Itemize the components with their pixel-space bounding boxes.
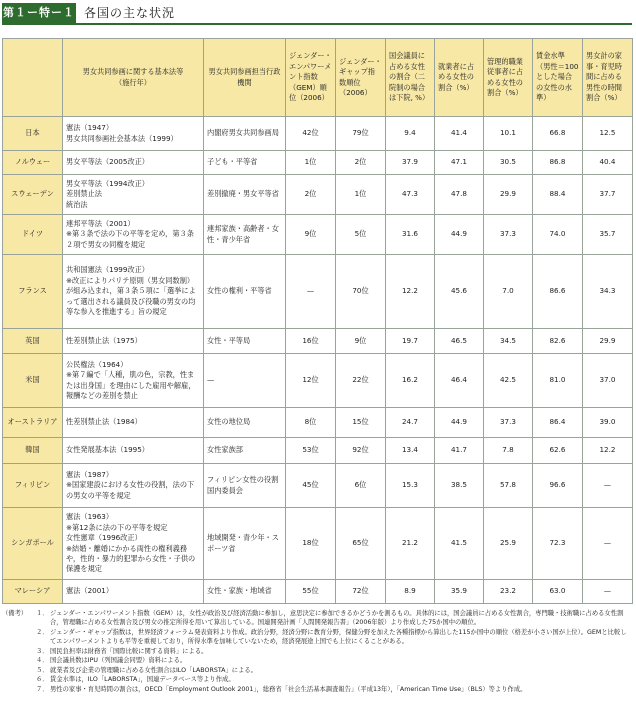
country-cell: シンガポール <box>3 508 63 580</box>
agency-cell: 連邦家族・高齢者・女性・青少年省 <box>204 215 286 255</box>
employed-women-cell: 46.4 <box>435 354 484 408</box>
note-item <box>2 628 632 647</box>
gem-rank-cell: 42位 <box>286 117 336 151</box>
notes-indent <box>2 647 36 656</box>
employed-women-cell: 44.9 <box>435 215 484 255</box>
wage-level-cell: 86.8 <box>533 151 583 175</box>
parliament-women-cell: 47.3 <box>386 175 435 215</box>
managers-women-cell: 29.9 <box>484 175 533 215</box>
wage-level-cell: 66.8 <box>533 117 583 151</box>
agency-cell: 女性の地位局 <box>204 408 286 438</box>
country-cell: 米国 <box>3 354 63 408</box>
note-text: 男性の家事・育児時間の割合は，OECD「Employment Outlook 2001」，総務省「社会生活基本調査報告」（平成13年），「American Time Use」（BLS）等より作成。 <box>50 685 527 693</box>
basic-law-cell: 男女平等法（2005改正） <box>63 151 204 175</box>
wage-level-cell: 88.4 <box>533 175 583 215</box>
employed-women-cell: 38.5 <box>435 464 484 508</box>
header-housework-share: 男女計の家事・育児時間に占める男性の時間割合（%） <box>583 39 633 117</box>
housework-share-cell: — <box>583 508 633 580</box>
header-country <box>3 39 63 117</box>
housework-share-cell: 40.4 <box>583 151 633 175</box>
housework-share-cell: 37.0 <box>583 354 633 408</box>
gender-gap-rank-cell: 79位 <box>336 117 386 151</box>
wage-level-cell: 86.4 <box>533 408 583 438</box>
note-item <box>2 685 632 694</box>
country-cell: フランス <box>3 255 63 329</box>
note-item <box>2 656 632 665</box>
parliament-women-cell: 19.7 <box>386 329 435 354</box>
basic-law-cell: 憲法（1947） 男女共同参画社会基本法（1999） <box>63 117 204 151</box>
header-basic-law: 男女共同参画に関する基本法等 （施行年） <box>63 39 204 117</box>
note-text: 賃金水準は，ILO「LABORSTA」，国連データベース等より作成。 <box>50 676 235 684</box>
header-parliament-women: 国会議員に占める女性の割合（二院制の場合は下院, %） <box>386 39 435 117</box>
gender-gap-rank-cell: 6位 <box>336 464 386 508</box>
managers-women-cell: 10.1 <box>484 117 533 151</box>
agency-cell: 女性・平等局 <box>204 329 286 354</box>
housework-share-cell: 29.9 <box>583 329 633 354</box>
basic-law-cell: 憲法（1987） ※国家建設における女性の役割，法の下の男女の平等を規定 <box>63 464 204 508</box>
wage-level-cell: 62.6 <box>533 438 583 464</box>
note-number: １． <box>36 610 49 617</box>
parliament-women-cell: 8.9 <box>386 580 435 604</box>
notes-indent <box>2 628 36 647</box>
agency-cell: 子ども・平等省 <box>204 151 286 175</box>
country-cell: ドイツ <box>3 215 63 255</box>
agency-cell: フィリピン女性の役割国内委員会 <box>204 464 286 508</box>
housework-share-cell: — <box>583 580 633 604</box>
notes-indent <box>2 656 36 665</box>
table-row <box>3 354 633 408</box>
gem-rank-cell: 55位 <box>286 580 336 604</box>
managers-women-cell: 7.8 <box>484 438 533 464</box>
employed-women-cell: 41.4 <box>435 117 484 151</box>
gem-rank-cell: 45位 <box>286 464 336 508</box>
employed-women-cell: 41.5 <box>435 508 484 580</box>
gem-rank-cell: 12位 <box>286 354 336 408</box>
note-number: ２． <box>36 628 49 636</box>
table-row <box>3 438 633 464</box>
gem-rank-cell: 16位 <box>286 329 336 354</box>
gender-gap-rank-cell: 72位 <box>336 580 386 604</box>
note-item <box>2 609 632 628</box>
country-cell: スウェーデン <box>3 175 63 215</box>
note-text: 国民負担率は財務省「国際比較に関する資料」による。 <box>50 647 208 655</box>
employed-women-cell: 35.9 <box>435 580 484 604</box>
table-row <box>3 175 633 215</box>
agency-cell: 差別撤廃・男女平等省 <box>204 175 286 215</box>
notes-label: （備考） <box>2 610 28 617</box>
agency-cell: 内閣府男女共同参画局 <box>204 117 286 151</box>
table-row <box>3 215 633 255</box>
country-cell: オーストラリア <box>3 408 63 438</box>
basic-law-cell: 性差別禁止法（1984） <box>63 408 204 438</box>
table-row <box>3 255 633 329</box>
parliament-women-cell: 12.2 <box>386 255 435 329</box>
country-cell: 韓国 <box>3 438 63 464</box>
employed-women-cell: 47.1 <box>435 151 484 175</box>
table-row <box>3 408 633 438</box>
wage-level-cell: 96.6 <box>533 464 583 508</box>
country-comparison-table <box>2 38 633 604</box>
header-managers-women: 管理的職業従事者に占める女性の割合（%） <box>484 39 533 117</box>
employed-women-cell: 44.9 <box>435 408 484 438</box>
note-item <box>2 666 632 675</box>
managers-women-cell: 23.2 <box>484 580 533 604</box>
parliament-women-cell: 16.2 <box>386 354 435 408</box>
note-text: ジェンダー・ギャップ指数は，世界経済フォーラム発表資料より作成。政治分野，経済分野に教育分野，保健分野を加えた各種指標から算出した115か国中の順位（格差が小さい国が上位）。GEMと比較してエンパワーメントよりも平等を重視しており，所得水準を加味していないため，経済発展途上国でも上位にくることがある。 <box>50 628 627 646</box>
notes-indent <box>2 675 36 684</box>
table-row <box>3 464 633 508</box>
managers-women-cell: 25.9 <box>484 508 533 580</box>
housework-share-cell: 35.7 <box>583 215 633 255</box>
managers-women-cell: 34.5 <box>484 329 533 354</box>
gem-rank-cell: 2位 <box>286 175 336 215</box>
employed-women-cell: 46.5 <box>435 329 484 354</box>
table-row <box>3 508 633 580</box>
employed-women-cell: 45.6 <box>435 255 484 329</box>
parliament-women-cell: 15.3 <box>386 464 435 508</box>
agency-cell: 女性家族部 <box>204 438 286 464</box>
gem-rank-cell: 53位 <box>286 438 336 464</box>
country-cell: 英国 <box>3 329 63 354</box>
wage-level-cell: 81.0 <box>533 354 583 408</box>
basic-law-cell: 憲法（2001） <box>63 580 204 604</box>
parliament-women-cell: 24.7 <box>386 408 435 438</box>
basic-law-cell: 連邦平等法（2001） ※第３条で法の下の平等を定め，第３条２項で男女の同権を規定 <box>63 215 204 255</box>
housework-share-cell: 37.7 <box>583 175 633 215</box>
employed-women-cell: 41.7 <box>435 438 484 464</box>
table-row <box>3 117 633 151</box>
parliament-women-cell: 37.9 <box>386 151 435 175</box>
wage-level-cell: 86.6 <box>533 255 583 329</box>
gem-rank-cell: 8位 <box>286 408 336 438</box>
title-bar <box>2 3 632 39</box>
parliament-women-cell: 13.4 <box>386 438 435 464</box>
gender-gap-rank-cell: 65位 <box>336 508 386 580</box>
gem-rank-cell: — <box>286 255 336 329</box>
wage-level-cell: 74.0 <box>533 215 583 255</box>
note-item <box>2 675 632 684</box>
agency-cell: 女性の権利・平等省 <box>204 255 286 329</box>
basic-law-cell: 女性発展基本法（1995） <box>63 438 204 464</box>
parliament-women-cell: 9.4 <box>386 117 435 151</box>
note-text: ジェンダー・エンパワーメント指数（GEM）は，女性が政治及び経済活動に参加し，意思決定に参加できるかどうかを測るもの。具体的には，国会議員に占める女性割合，専門職・技術職に占める女性割合，管理職に占める女性割合及び男女の推定所得を用いて算出している。国連開発計画「人間開発報告書」（2006年版）より作成した75か国中の順位。 <box>50 610 624 627</box>
notes-indent <box>2 666 36 675</box>
note-number: ６． <box>36 676 49 684</box>
header-employed-women: 就業者に占める女性の割合（%） <box>435 39 484 117</box>
managers-women-cell: 30.5 <box>484 151 533 175</box>
gender-gap-rank-cell: 5位 <box>336 215 386 255</box>
table-number-tag: 第１ー特ー１表 <box>2 3 76 23</box>
wage-level-cell: 72.3 <box>533 508 583 580</box>
header-wage-level: 賃金水準（男性＝100とした場合の女性の水準） <box>533 39 583 117</box>
gem-rank-cell: 1位 <box>286 151 336 175</box>
table-row <box>3 151 633 175</box>
agency-cell: — <box>204 354 286 408</box>
note-number: ７． <box>36 685 49 693</box>
gender-gap-rank-cell: 15位 <box>336 408 386 438</box>
note-text: 国会議員数はIPU（列国議会同盟）資料による。 <box>50 657 187 665</box>
gender-gap-rank-cell: 92位 <box>336 438 386 464</box>
housework-share-cell: 12.2 <box>583 438 633 464</box>
notes-indent <box>2 685 36 694</box>
table-header-row <box>3 39 633 117</box>
table-row <box>3 580 633 604</box>
basic-law-cell: 男女平等法（1994改正） 差別禁止法 統治法 <box>63 175 204 215</box>
gem-rank-cell: 9位 <box>286 215 336 255</box>
gender-gap-rank-cell: 70位 <box>336 255 386 329</box>
housework-share-cell: — <box>583 464 633 508</box>
wage-level-cell: 82.6 <box>533 329 583 354</box>
gender-gap-rank-cell: 9位 <box>336 329 386 354</box>
managers-women-cell: 57.8 <box>484 464 533 508</box>
note-number: ５． <box>36 666 49 674</box>
managers-women-cell: 37.3 <box>484 408 533 438</box>
header-agency: 男女共同参画担当行政機関 <box>204 39 286 117</box>
country-cell: 日本 <box>3 117 63 151</box>
basic-law-cell: 共和国憲法（1999改正） ※改正によりパリテ原則（男女同数制）が組み込まれ，第３条５項に「選挙によって選出される議員及び役職の男女の均等な参入を推進する」旨の規定 <box>63 255 204 329</box>
housework-share-cell: 12.5 <box>583 117 633 151</box>
country-cell: フィリピン <box>3 464 63 508</box>
agency-cell: 女性・家族・地域省 <box>204 580 286 604</box>
gender-gap-rank-cell: 1位 <box>336 175 386 215</box>
agency-cell: 地域開発・青少年・スポーツ省 <box>204 508 286 580</box>
parliament-women-cell: 31.6 <box>386 215 435 255</box>
managers-women-cell: 7.0 <box>484 255 533 329</box>
managers-women-cell: 42.5 <box>484 354 533 408</box>
country-cell: ノルウェー <box>3 151 63 175</box>
note-text: 就業者及び企業の管理職に占める女性割合はILO「LABORSTA」による。 <box>50 666 257 674</box>
managers-women-cell: 37.3 <box>484 215 533 255</box>
note-number: ４． <box>36 657 49 665</box>
parliament-women-cell: 21.2 <box>386 508 435 580</box>
basic-law-cell: 公民権法（1964） ※第７編で「人種，肌の色，宗教，性または出身国」を理由にした雇用や解雇，報酬などの差別を禁止 <box>63 354 204 408</box>
header-gender-gap-rank: ジェンダー・ギャップ指数順位 （2006） <box>336 39 386 117</box>
housework-share-cell: 34.3 <box>583 255 633 329</box>
notes <box>2 609 632 694</box>
note-item <box>2 647 632 656</box>
housework-share-cell: 39.0 <box>583 408 633 438</box>
table-row <box>3 329 633 354</box>
note-number: ３． <box>36 647 49 655</box>
table-body <box>3 117 633 604</box>
employed-women-cell: 47.8 <box>435 175 484 215</box>
wage-level-cell: 63.0 <box>533 580 583 604</box>
country-cell: マレーシア <box>3 580 63 604</box>
basic-law-cell: 憲法（1963） ※第12条に法の下の平等を規定 女性憲章（1996改正） ※結婚・離婚にかかる両性の権利義務や，性的・暴力的犯罪から女性・子供の保護を規定 <box>63 508 204 580</box>
page-title: 各国の主な状況 <box>84 6 176 20</box>
gender-gap-rank-cell: 22位 <box>336 354 386 408</box>
header-gem-rank: ジェンダー・エンパワーメント指数（GEM）順位（2006） <box>286 39 336 117</box>
basic-law-cell: 性差別禁止法（1975） <box>63 329 204 354</box>
gender-gap-rank-cell: 2位 <box>336 151 386 175</box>
gem-rank-cell: 18位 <box>286 508 336 580</box>
